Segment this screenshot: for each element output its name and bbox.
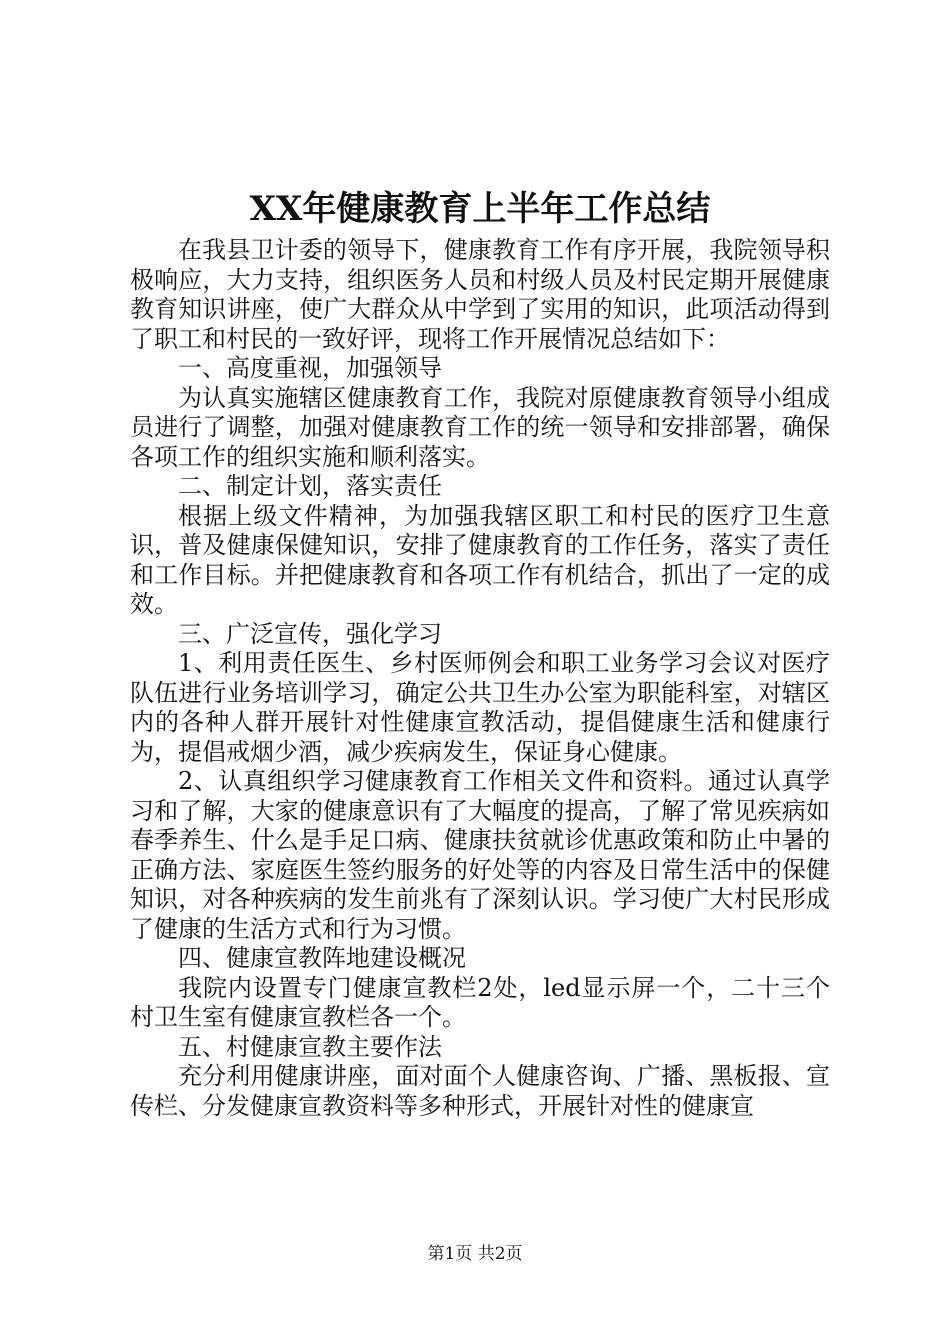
page-footer: 第1页 共2页 [427,1244,523,1264]
section-2-paragraph: 根据上级文件精神，为加强我辖区职工和村民的医疗卫生意识，普及健康保健知识，安排了健康教育的工作任务，落实了责任和工作目标。并把健康教育和各项工作有机结合，抓出了一定的成效。 [130,501,830,618]
section-heading-2: 二、制定计划，落实责任 [178,472,442,500]
document-body [130,236,830,1121]
section-3-item-2: 2、认真组织学习健康教育工作相关文件和资料。通过认真学习和了解，大家的健康意识有了大幅度的提高，了解了常见疾病如春季养生、什么是手足口病、健康扶贫就诊优惠政策和防止中暑的正确方法、家庭医生签约服务的好处等的内容及日常生活中的保健知识，对各种疾病的发生前兆有了深刻认识。学习使广大村民形成了健康的生活方式和行为习惯。 [130,767,830,943]
section-4-paragraph: 我院内设置专门健康宣教栏2处，led显示屏一个，二十三个村卫生室有健康宣教栏各一个。 [130,973,830,1031]
section-heading-4: 四、健康宣教阵地建设概况 [178,944,466,972]
section-heading-1: 一、高度重视，加强领导 [178,354,442,382]
section-3-item-1: 1、利用责任医生、乡村医师例会和职工业务学习会议对医疗队伍进行业务培训学习，确定公共卫生办公室为职能科室，对辖区内的各种人群开展针对性健康宣教活动，提倡健康生活和健康行为，提倡戒烟少酒，减少疾病发生，保证身心健康。 [130,649,830,766]
section-heading-3: 三、广泛宣传，强化学习 [178,619,442,648]
section-1-paragraph: 为认真实施辖区健康教育工作，我院对原健康教育领导小组成员进行了调整，加强对健康教育工作的统一领导和安排部署，确保各项工作的组织实施和顺利落实。 [130,383,830,471]
document-title: XX年健康教育上半年工作总结 [249,189,711,229]
section-heading-5: 五、村健康宣教主要作法 [178,1032,442,1061]
intro-paragraph: 在我县卫计委的领导下，健康教育工作有序开展，我院领导积极响应，大力支持，组织医务人员和村级人员及村民定期开展健康教育知识讲座，使广大群众从中学到了实用的知识，此项活动得到了职工和村民的一致好评，现将工作开展情况总结如下： [130,236,830,353]
section-5-paragraph: 充分利用健康讲座，面对面个人健康咨询、广播、黑板报、宣传栏、分发健康宣教资料等多种形式，开展针对性的健康宣 [130,1062,830,1120]
